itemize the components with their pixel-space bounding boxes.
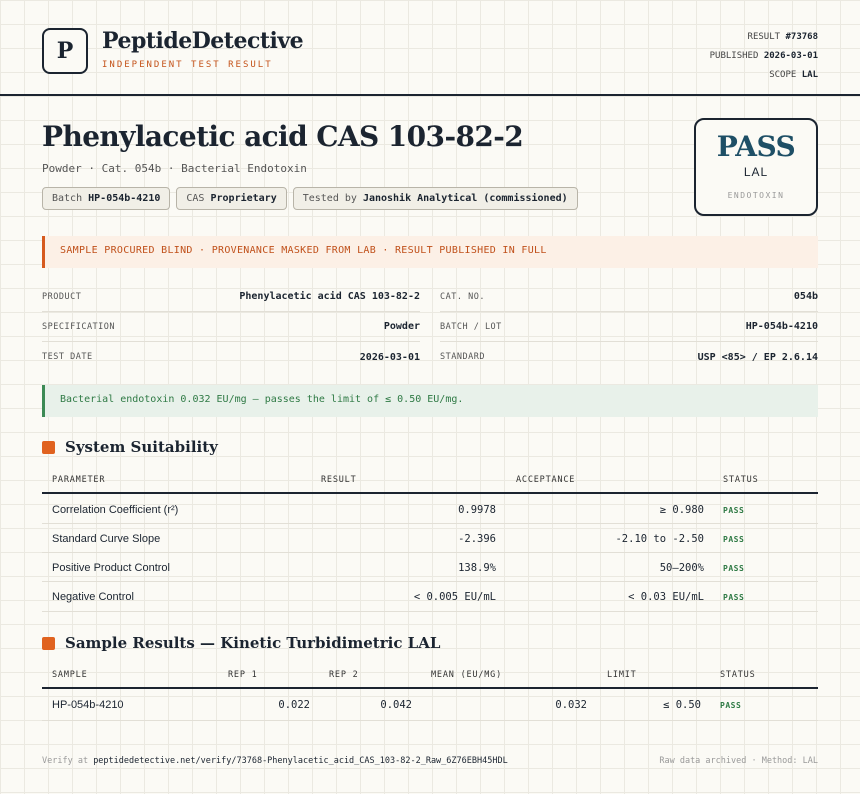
verify-link[interactable]: peptidedetective.net/verify/73768-Phenylacetic_acid_CAS_103-82-2_Raw_6Z76EBH45HDL [93, 756, 508, 766]
section-marker-icon [42, 637, 55, 650]
status-badge: PASS [723, 564, 745, 573]
section-marker-icon [42, 441, 55, 454]
detail-test-date [42, 342, 420, 372]
detail-value: USP <85> / EP 2.6.14 [697, 351, 818, 363]
cell-rep2: 0.042 [380, 699, 412, 711]
cell-param: Positive Product Control [52, 562, 170, 574]
section-title: Sample Results — Kinetic Turbidimetric LAL [65, 634, 441, 652]
procurement-notice: SAMPLE PROCURED BLIND · PROVENANCE MASKED FROM LAB · RESULT PUBLISHED IN FULL [42, 236, 818, 268]
chip-row [42, 187, 578, 210]
meta-result-value: #73768 [785, 32, 818, 42]
detail-value: 054b [793, 291, 818, 302]
detail-value: HP-054b-4210 [745, 321, 818, 332]
detail-specification [42, 312, 420, 342]
status-badge: PASS [723, 506, 745, 515]
section-title: System Suitability [65, 438, 218, 456]
chip-value: Janoshik Analytical (commissioned) [362, 193, 568, 204]
detail-cat-no [440, 282, 818, 312]
samples-heading [42, 634, 440, 652]
col-header: STATUS [720, 670, 756, 680]
meta-result [710, 28, 818, 47]
cell-limit: ≤ 0.50 [663, 699, 701, 711]
detail-key: STANDARD [440, 352, 485, 362]
cell-result: 0.9978 [458, 504, 496, 516]
status-badge: PASS [720, 701, 742, 710]
detail-key: TEST DATE [42, 352, 93, 362]
chip-label: Tested by [302, 193, 357, 204]
cell-result: 138.9% [458, 562, 496, 574]
verdict-text: PASS [716, 130, 796, 163]
status-badge: PASS [723, 535, 745, 544]
chip-value: HP-054b-4210 [88, 193, 161, 204]
detail-value: 2026-03-01 [359, 351, 420, 363]
chip-cas [176, 187, 286, 210]
detail-key: PRODUCT [42, 291, 82, 302]
cell-rep1: 0.022 [278, 699, 310, 711]
chip-label: Batch [52, 193, 83, 204]
cell-acceptance: ≥ 0.980 [659, 504, 704, 516]
col-header: LIMIT [607, 670, 637, 680]
col-header: REP 1 [228, 670, 258, 680]
cell-mean: 0.032 [555, 699, 587, 711]
detail-value: Phenylacetic acid CAS 103-82-2 [239, 291, 420, 302]
result-summary: Bacterial endotoxin 0.032 EU/mg — passes the limit of ≤ 0.50 EU/mg. [42, 385, 818, 417]
detail-key: SPECIFICATION [42, 321, 116, 332]
cell-acceptance: 50–200% [659, 562, 704, 574]
page-title: Phenylacetic acid CAS 103-82-2 [42, 120, 524, 153]
col-header: SAMPLE [52, 670, 88, 680]
meta-scope-value: LAL [801, 70, 818, 80]
col-header: STATUS [723, 475, 759, 485]
cell-param: Negative Control [52, 591, 134, 603]
col-header: ACCEPTANCE [516, 475, 576, 485]
suitability-heading [42, 438, 218, 456]
logo-icon: P [42, 28, 88, 74]
cell-result: < 0.005 EU/mL [413, 591, 496, 603]
report-header [0, 0, 860, 96]
meta-scope-label: SCOPE [769, 70, 797, 80]
col-header: RESULT [321, 475, 357, 485]
chip-batch [42, 187, 170, 210]
chip-value: Proprietary [210, 193, 277, 204]
cell-param: Correlation Coefficient (r²) [52, 504, 179, 516]
meta-published [710, 47, 818, 66]
detail-key: CAT. NO. [440, 291, 485, 302]
report-meta [710, 28, 818, 85]
verify-line [42, 756, 508, 766]
table-header [42, 661, 818, 689]
cell-acceptance: < 0.03 EU/mL [628, 591, 704, 603]
page-footer [42, 756, 818, 766]
cell-acceptance: -2.10 to -2.50 [615, 533, 704, 545]
tagline: INDEPENDENT TEST RESULT [102, 60, 273, 70]
meta-scope [710, 66, 818, 85]
table-row [42, 690, 818, 721]
meta-result-label: RESULT [747, 32, 781, 42]
table-row [42, 553, 818, 582]
detail-batch-lot [440, 312, 818, 342]
verdict-test: ENDOTOXIN [727, 191, 785, 200]
table-row [42, 495, 818, 524]
table-row [42, 582, 818, 612]
table-row [42, 524, 818, 553]
col-header: PARAMETER [52, 475, 106, 485]
status-badge: PASS [723, 593, 745, 602]
col-header: MEAN (EU/MG) [431, 670, 503, 680]
table-header [42, 466, 818, 494]
detail-standard [440, 342, 818, 372]
chip-label: CAS [186, 193, 205, 204]
verify-label: Verify at [42, 756, 89, 766]
meta-published-value: 2026-03-01 [763, 51, 818, 61]
chip-tested-by [293, 187, 578, 210]
archive-note: Raw data archived · Method: LAL [659, 756, 818, 766]
cell-sample: HP-054b-4210 [52, 699, 124, 711]
meta-published-label: PUBLISHED [709, 51, 759, 61]
cell-param: Standard Curve Slope [52, 533, 161, 545]
detail-product [42, 282, 420, 312]
detail-value: Powder [383, 321, 420, 332]
cell-result: -2.396 [458, 533, 496, 545]
verdict-badge [694, 118, 818, 216]
brand-name: PeptideDetective [102, 28, 304, 54]
page-subtitle: Powder · Cat. 054b · Bacterial Endotoxin [42, 162, 307, 175]
col-header: REP 2 [329, 670, 359, 680]
verdict-method: LAL [743, 165, 769, 179]
detail-key: BATCH / LOT [440, 321, 502, 332]
